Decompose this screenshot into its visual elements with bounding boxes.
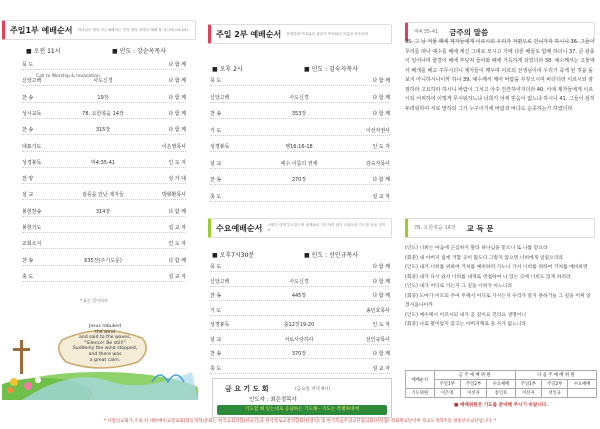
- order-item-detail: 314장: [95, 208, 111, 215]
- order-row: [210, 175, 390, 185]
- order-item-label: 성시교독: [22, 110, 42, 117]
- table-subheader: 주일1부: [515, 380, 541, 389]
- order-item-detail: 370장: [291, 351, 307, 357]
- table-cell: 이선자: [515, 389, 541, 398]
- sunday2-header: [208, 24, 392, 44]
- order-item-detail: 서로사랑하라: [284, 336, 314, 343]
- order-item-detail: [54, 142, 152, 151]
- order-item-detail: 78. 요한복음 14장: [82, 110, 124, 117]
- order-item-label: 교회소식: [22, 241, 42, 248]
- order-item-label: 설 교: [210, 160, 222, 167]
- order-item-detail: 사도신경: [289, 94, 309, 101]
- order-item-person: 다 함 께: [168, 78, 186, 85]
- friday-prayer-time: (금요일 저녁 9시): [295, 387, 331, 392]
- order-item-detail: [242, 192, 356, 201]
- sunday1-header: [2, 20, 196, 40]
- order-item-label: 찬 송: [210, 177, 222, 183]
- order-item-person: 다 함 께: [168, 257, 186, 264]
- order-item-person: 인 도 자: [168, 159, 186, 166]
- order-item-detail: 막4:35-41: [90, 159, 116, 166]
- table-header-cell: 다 음 주 예 배 위 원: [515, 371, 596, 380]
- order-item-person: 선인규목사: [365, 336, 390, 343]
- table-subheader: 주일2부: [460, 380, 486, 389]
- order-item-person: 다 함 께: [372, 293, 390, 299]
- order-item-label: 신앙고백: [210, 94, 230, 101]
- order-row: [22, 76, 186, 86]
- order-item-label: 성경봉독: [210, 322, 230, 328]
- order-row: [22, 142, 186, 152]
- order-item-label: 성경봉독: [22, 159, 42, 166]
- order-row: [210, 349, 390, 359]
- order-row: [210, 76, 390, 86]
- order-item-detail: 19장: [97, 94, 109, 101]
- order-item-detail: [54, 272, 152, 281]
- order-item-person: 인 도 자: [372, 322, 390, 328]
- order-item-label: 찬 송: [210, 351, 222, 357]
- order-row: [210, 126, 390, 136]
- order-item-detail: [54, 60, 152, 69]
- call-to-worship-label: Call to Worship & Invocation: [36, 74, 100, 79]
- reading-line: (인도) 내가 너희를 위하여 거처를 예비하러 가노니 가서 너희를 위하여 거처를 예비하면: [405, 265, 588, 270]
- verse-line: and there was: [88, 351, 122, 357]
- scripture-ref: 막4:35-41: [414, 28, 439, 35]
- order-item-person: 성 가 대: [168, 176, 186, 183]
- order-item-detail: 예수 이름의 권세: [280, 160, 318, 167]
- verse-line: a great calm.: [89, 357, 121, 363]
- verse-line: Jesus rebuked: [88, 324, 122, 329]
- wednesday-time: ■ 오후7시30분: [212, 252, 255, 259]
- sunday2-subtitle: 찬양하며 여호와의 좋음이 여호와의 이름을 찬송하라: [286, 31, 369, 36]
- table-cell: 이선자: [460, 389, 486, 398]
- order-item-detail: 635장(주기도문): [84, 257, 122, 264]
- order-item-person: 박형환목사: [161, 192, 186, 199]
- order-row: [210, 277, 390, 287]
- order-row: [22, 93, 186, 103]
- order-item-label: 설 교: [22, 192, 34, 199]
- illustration-jesus-calms-storm: [2, 322, 198, 400]
- verse-line: "Silence! Be still!": [84, 340, 126, 346]
- order-item-person: 다 함 께: [168, 127, 186, 134]
- reading-line: (회중) 내 아버지 집에 거할 곳이 많도다 그렇지 않으면 너희에게 일렀으리라: [405, 255, 564, 261]
- order-item-detail: [242, 364, 356, 373]
- order-item-detail: [54, 174, 152, 183]
- order-item-person: 다 함 께: [372, 278, 390, 285]
- english-verse: [56, 324, 154, 363]
- order-row: [210, 291, 390, 301]
- order-item-detail: 270장: [291, 177, 307, 183]
- order-row: [210, 109, 390, 119]
- order-item-label: 찬 송: [22, 127, 34, 134]
- order-item-label: 대표기도: [22, 143, 42, 150]
- verse-line: Suddenly the wind stopped,: [72, 346, 138, 352]
- table-subheader: 수요예배: [487, 380, 516, 389]
- order-row: [22, 109, 186, 119]
- order-item-person: 다 함 께: [372, 111, 390, 117]
- sunday2-time: ■ 오후 2시: [212, 66, 243, 73]
- reading-line: (인도) 예수께서 이르시되 내가 곧 길이요 진리요 생명이니: [405, 312, 526, 318]
- order-row: [210, 306, 390, 316]
- order-item-detail: [242, 262, 356, 271]
- order-item-label: 봉헌찬송: [22, 208, 42, 215]
- order-item-label: 묵 도: [210, 78, 222, 84]
- order-item-person: 송인호목사: [365, 307, 390, 314]
- sunday2-title: 주일 2부 예배순서: [216, 29, 282, 39]
- worship-committee-table: [405, 370, 597, 408]
- order-item-person: 인 도 자: [168, 241, 186, 248]
- order-row: [210, 335, 390, 345]
- order-item-person: 다 함 께: [168, 62, 186, 68]
- order-row: [22, 174, 186, 184]
- friday-prayer-banner: 기도할 때 믿는대로 응답하는 기도해 - 기도는 특별하대에: [217, 405, 387, 415]
- order-item-detail: 사도신경: [289, 278, 309, 285]
- order-item-label: 성경봉독: [210, 144, 230, 150]
- table-cell: 송인호: [487, 389, 516, 398]
- order-item-detail: [242, 126, 356, 135]
- order-item-label: 찬 송: [22, 94, 34, 101]
- order-item-person: 다 함 께: [372, 177, 390, 183]
- verse-line: the wind: [95, 329, 115, 335]
- order-row: [22, 190, 186, 200]
- table-header-cell: 금 주 예 배 위 원: [434, 371, 515, 380]
- footer-denomination-note: * 사랑의교회가 소속 된 대한예수교장로회(합동개혁)총회는 한국교회연합(한교연)과 한국장로교총연합회(한장연) 및 한국복음주의교단협의회(한복협) 정회원교단이며 정교도개혁주의 정통보수교단입니다. *: [103, 419, 497, 424]
- order-item-person: 다 함 께: [372, 264, 390, 270]
- sunday2-leader: ■ 인도 : 김숙자목사: [304, 66, 358, 73]
- order-row: [210, 262, 390, 272]
- order-row: [22, 223, 186, 233]
- order-item-person: 다 함 께: [372, 78, 390, 84]
- order-item-person: 다 함 께: [168, 110, 186, 117]
- order-row: [22, 207, 186, 217]
- order-row: [210, 320, 390, 330]
- friday-prayer-box: [212, 378, 392, 418]
- scripture-text: 35. 그 날 저물 때에 제자들에게 이르시되 우리가 저편으로 건너가자 하시니 36. 그들이 무리를 떠나 예수를 배에 계신 그대로 모시고 가매 다른 배들도 함께 하더니 37. 큰 광풍이 일어나며 물결이 배에 부딪쳐 들어와 배에 가득하게 되었더라 38. 예수께서는 고물에서 베개를 베고 주무시더니 제자들이 깨우며 이르되 선생님이여 우리가 죽게 된 것을 돌보지 아니하시나이까 하니 39. 예수께서 깨어 바람을 꾸짖으시며 바다더러 이르시되 잠잠하라 고요하라 하시니 바람이 그치고 아주 잔잔하여지더라 40. 이에 제자들에게 이르시되 어찌하여 이렇게 무서워하느냐 너희가 어찌 믿음이 없느냐 하시니 41. 그들이 심히 두려워하여 서로 말하되 그가 누구이기에 바람과 바다도 순종하는가 하였더라: [405, 39, 595, 112]
- order-item-detail: 445장: [291, 293, 307, 299]
- order-row: [22, 256, 186, 266]
- order-item-label: 묵 도: [210, 264, 222, 270]
- order-row: [22, 272, 186, 282]
- order-row: [22, 158, 186, 168]
- reading-line: (회중) 나로 말미암지 않고는 아버지께로 올 자가 없느니라: [405, 322, 526, 327]
- reading-line: (회중) 내가 다시 와서 너희를 내게로 영접하여 나 있는 곳에 너희도 있게 하리라: [405, 274, 571, 280]
- order-item-label: 축 도: [22, 273, 34, 280]
- order-item-detail: 353장: [291, 111, 307, 117]
- verse-line: and said to the waves,: [78, 335, 131, 341]
- table-cell: 선인규: [542, 389, 568, 398]
- order-item-label: 기 도: [210, 307, 222, 314]
- sunday1-subtitle: 하나님은 영이시니 예배하는 자가 영과 진리로 예배 할 지니라(요4:24): [77, 27, 188, 32]
- order-item-detail: 광풍을 만난 제자들: [82, 192, 124, 199]
- order-item-person: 이선자권사: [365, 127, 390, 134]
- order-item-detail: [242, 76, 356, 85]
- reading-line: (인도) 내가 어디로 가는지 그 길을 너희가 아느니라: [405, 284, 513, 289]
- order-item-label: 묵 도: [22, 62, 34, 68]
- order-item-label: 찬 송: [210, 111, 222, 117]
- wednesday-title: 수요예배순서: [216, 223, 263, 233]
- order-item-person: 다 함 께: [372, 351, 390, 357]
- order-row: [210, 364, 390, 374]
- order-item-label: 신앙고백: [210, 278, 230, 285]
- order-item-label: 설 교: [210, 336, 222, 343]
- sunday1-title: 주일1부 예배순서: [10, 25, 73, 35]
- order-item-label: 축 도: [210, 365, 222, 372]
- order-row: [210, 192, 390, 202]
- order-item-detail: 315장: [95, 127, 111, 134]
- order-item-label: 기 도: [210, 127, 222, 134]
- table-cell: [568, 389, 597, 398]
- order-item-detail: 출12장19-20: [283, 322, 315, 328]
- wednesday-leader: ■ 인도 : 선인규목사: [304, 252, 358, 259]
- order-item-label: 신앙고백: [22, 78, 42, 85]
- order-item-person: 설 교 자: [168, 225, 186, 231]
- table-cell: 이은영: [434, 389, 460, 398]
- order-item-person: 설 교 자: [372, 193, 390, 200]
- table-subheader: 수요예배: [568, 380, 597, 389]
- order-item-person: 김숙자목사: [365, 160, 390, 167]
- order-item-label: 찬 양: [22, 176, 34, 183]
- order-item-person: 설 교 자: [372, 365, 390, 372]
- order-item-label: 찬 송: [22, 257, 34, 264]
- order-item-person: 이은영목사: [161, 143, 186, 150]
- order-item-person: 다 함 께: [372, 94, 390, 101]
- responsive-reading-text: [405, 244, 595, 330]
- table-subheader: 주일1부: [434, 380, 460, 389]
- order-item-detail: [54, 223, 152, 232]
- friday-prayer-leader: 인도자 : 최은정목사: [249, 397, 297, 403]
- sunday1-time: ■ 오전 11시: [26, 48, 61, 55]
- standing-note: * 표는 일어서서: [80, 298, 108, 303]
- order-item-person: 다 함 께: [168, 208, 186, 215]
- reading-line: (인도) 너희는 마음에 근심하지 말라 하나님을 믿으니 또 나를 믿으라: [405, 246, 548, 251]
- order-item-person: 설 교 자: [168, 273, 186, 280]
- reading-title: 교 독 문: [466, 223, 494, 233]
- order-item-detail: [54, 239, 152, 248]
- order-row: [210, 93, 390, 103]
- table-cell: 기도위원: [406, 389, 435, 398]
- order-row: [210, 159, 390, 169]
- committee-note: ■ 예배위원은 기도를 준비해 주시기 바랍니다.: [454, 403, 548, 408]
- scripture-title: 금주의 말씀: [449, 27, 489, 37]
- table-subheader: 주일2부: [542, 380, 568, 389]
- order-item-detail: 사도신경: [93, 78, 113, 85]
- order-row: [22, 60, 186, 70]
- order-item-person: 다 함 께: [168, 94, 186, 101]
- table-header-cell: 예배순서: [406, 371, 435, 389]
- wednesday-header: [208, 218, 392, 238]
- reading-line: (회중) 도마가 이르되 주여 주께서 어디로 가시는지 우리가 알지 못하거늘 그 길을 어찌 알겠사옵나이까: [405, 293, 591, 308]
- reading-ref: 78. 요한복음 14장: [414, 224, 456, 231]
- order-item-label: 봉헌기도: [22, 225, 42, 231]
- friday-prayer-title: 금 요 기 도 회: [225, 385, 269, 393]
- order-item-label: 축 도: [210, 193, 222, 200]
- order-row: [22, 125, 186, 135]
- order-item-label: 찬 송: [210, 293, 222, 299]
- responsive-reading-header: [405, 218, 595, 238]
- order-row: [210, 142, 390, 152]
- wednesday-subtitle: 너희가 내게 부르짖으며 내게와서 기도하면 내가 너희들의 기도를 들을 것이요: [267, 223, 386, 232]
- order-row: [22, 239, 186, 249]
- order-item-person: 인 도 자: [372, 144, 390, 150]
- order-item-detail: [242, 306, 356, 315]
- order-item-detail: 행16:16-18: [285, 144, 313, 150]
- sunday1-leader: ■ 인도 : 강순옥목사: [112, 48, 166, 55]
